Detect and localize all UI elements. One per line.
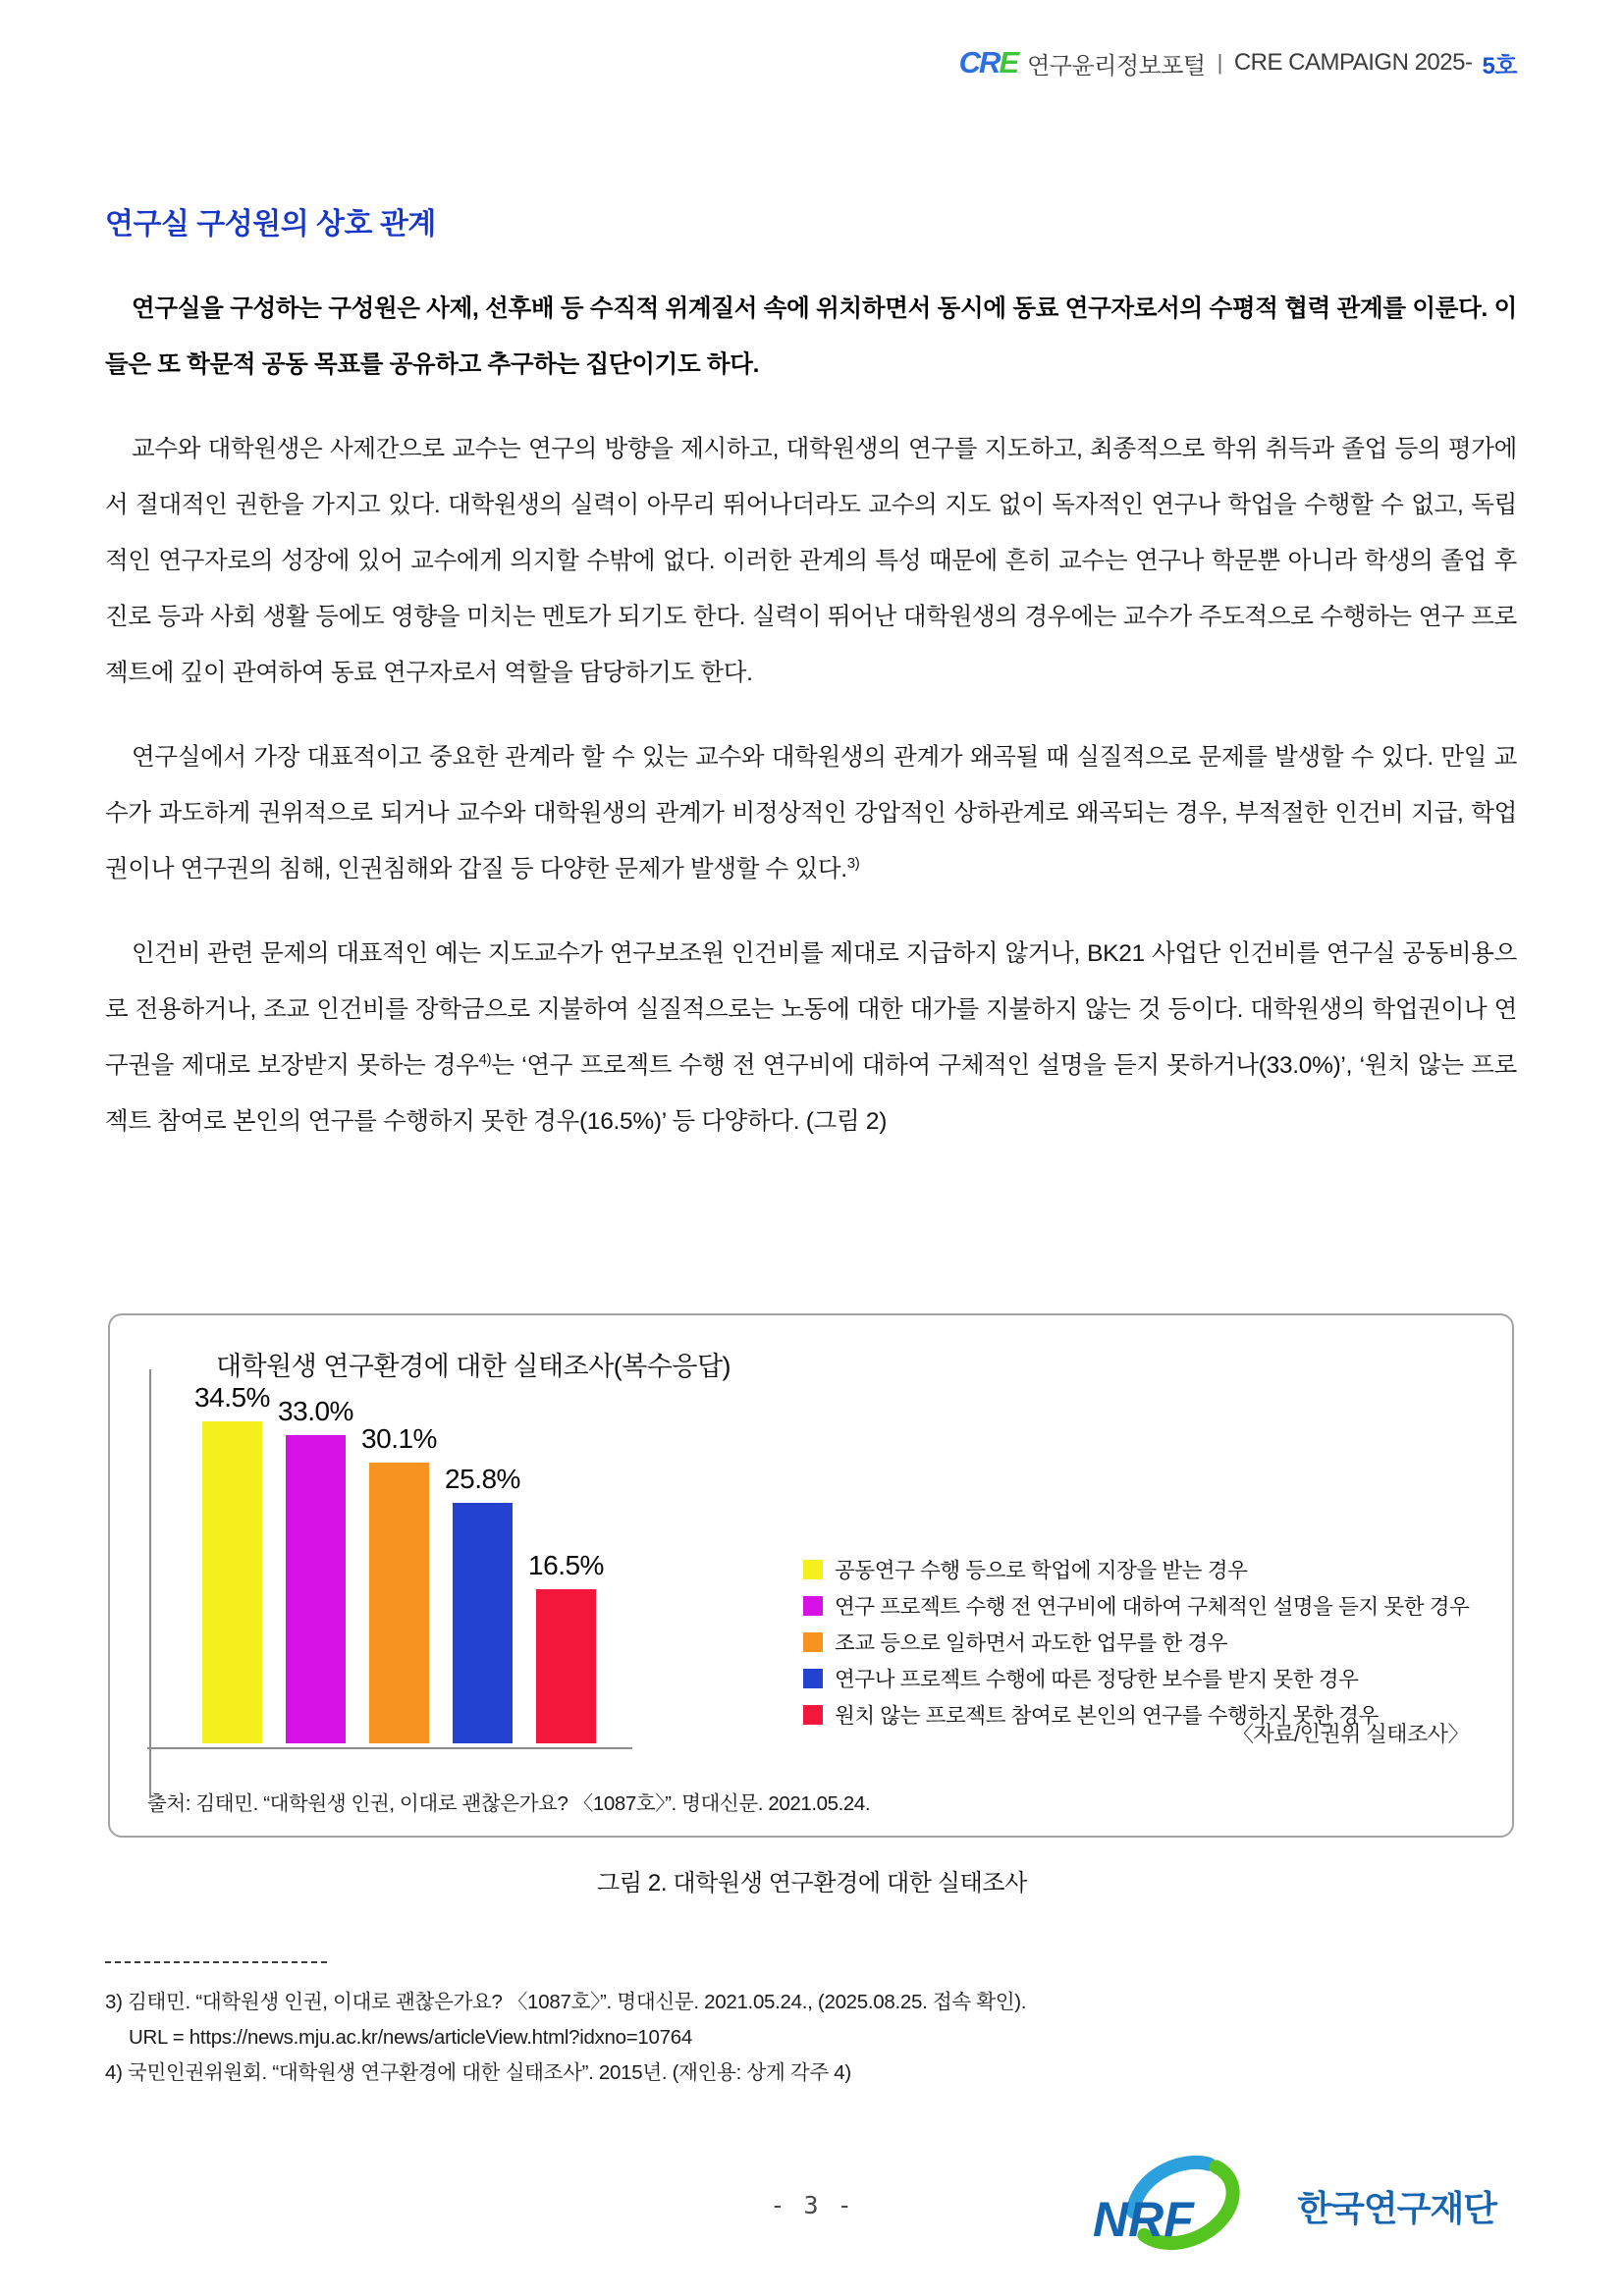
lead-paragraph: 연구실을 구성하는 구성원은 사제, 선후배 등 수직적 위계질서 속에 위치하면서 동시에 동료 연구자로서의 수평적 협력 관계를 이룬다. 이들은 또 학문적 공동 목표를 공유하고 추구하는 집단이기도 하다. <box>105 295 1517 378</box>
nrf-swoosh-icon <box>1065 2152 1291 2260</box>
paragraph-text: 인건비 관련 문제의 대표적인 예는 지도교수가 연구보조원 인건비를 제대로 지급하지 않거나, BK21 사업단 인건비를 연구실 공동비용으로 전용하거나, 조교 인건비를 장학금으로 지불하여 실질적으로는 노동에 대한 대가를 지불하지 않는 것 등이다. 대학원생의 학업권이나 연구권을 제대로 보장받지 못하는 경우 <box>105 940 1517 1079</box>
paragraph <box>105 926 1517 1149</box>
bar-value-label: 25.8% <box>445 1464 520 1494</box>
cre-logo-letter: E <box>999 45 1018 80</box>
cre-logo-letter: C <box>958 45 980 80</box>
legend-swatch <box>803 1669 823 1688</box>
x-axis-line <box>147 1747 632 1749</box>
bar-group-4 <box>528 1550 604 1743</box>
footnote-ref-4: 4) <box>478 1050 492 1068</box>
bar-value-label: 33.0% <box>278 1396 353 1426</box>
page-number: - 3 - <box>770 2191 854 2219</box>
legend-item <box>803 1624 1469 1660</box>
figure-caption: 그림 2. 대학원생 연구환경에 대한 실태조사 <box>597 1870 1027 1896</box>
legend-label: 공동연구 수행 등으로 학업에 지장을 받는 경우 <box>835 1559 1248 1582</box>
legend-item <box>803 1660 1469 1696</box>
bar-value-label: 34.5% <box>194 1382 270 1413</box>
cre-logo-letter: R <box>979 45 1000 80</box>
bar-value-label: 30.1% <box>361 1423 437 1454</box>
chart-source-note: 〈자료/인권위 실태조사〉 <box>1232 1722 1469 1746</box>
bar <box>369 1463 429 1743</box>
legend-item <box>803 1587 1469 1624</box>
bar-value-label: 16.5% <box>528 1550 604 1580</box>
paragraph-text: 는 ‘연구 프로젝트 수행 전 연구비에 대하여 구체적인 설명을 듣지 못하거나(33.0%)’, ‘원치 않는 프로젝트 참여로 본인의 연구를 수행하지 못한 경우(16.5%)’ 등 다양하다. (그림 2) <box>105 1052 1517 1135</box>
header-campaign: CRE CAMPAIGN 2025- <box>1233 49 1473 76</box>
bar <box>536 1589 596 1743</box>
legend-item <box>803 1551 1469 1587</box>
footnotes <box>105 1985 1519 2091</box>
legend-swatch <box>803 1596 823 1616</box>
y-axis-line <box>149 1369 151 1798</box>
footnote-separator <box>105 1961 327 1963</box>
bar-group-2 <box>361 1423 437 1743</box>
article-body <box>105 208 1517 1178</box>
bar <box>202 1421 262 1743</box>
bar-chart <box>194 1382 604 1743</box>
paragraph: 교수와 대학원생은 사제간으로 교수는 연구의 방향을 제시하고, 대학원생의 연구를 지도하고, 최종적으로 학위 취득과 졸업 등의 평가에서 절대적인 권한을 가지고 있다. 대학원생의 실력이 아무리 뛰어나더라도 교수의 지도 없이 독자적인 연구나 학업을 수행할 수 없고, 독립적인 연구자로의 성장에 있어 교수에게 의지할 수밖에 없다. 이러한 관계의 특성 때문에 흔히 교수는 연구나 학문뿐 아니라 학생의 졸업 후 진로 등과 사회 생활 등에도 영향을 미치는 멘토가 되기도 한다. 실력이 뛰어난 대학원생의 경우에는 교수가 주도적으로 수행하는 연구 프로젝트에 깊이 관여하여 동료 연구자로서 역할을 담당하기도 한다. <box>105 436 1517 686</box>
cre-logo <box>959 45 1017 80</box>
nrf-org-name: 한국연구재단 <box>1297 2187 1496 2228</box>
chart-title: 대학원생 연구환경에 대한 실태조사(복수응답) <box>216 1352 731 1381</box>
legend-swatch <box>803 1705 823 1725</box>
footnote-url: URL = https://news.mju.ac.kr/news/articleView.html?idxno=10764 <box>129 2026 692 2049</box>
bar <box>286 1435 346 1743</box>
legend-swatch <box>803 1632 823 1652</box>
page-title: 연구실 구성원의 상호 관계 <box>105 208 436 240</box>
nrf-abbr-text: NRF <box>1093 2192 1195 2247</box>
footnote-ref-3: 3) <box>846 854 860 872</box>
bar-group-3 <box>445 1464 520 1743</box>
header-portal-name: 연구윤리정보포털 <box>1027 52 1206 80</box>
paragraph-text: 연구실에서 가장 대표적이고 중요한 관계라 할 수 있는 교수와 대학원생의 관계가 왜곡될 때 실질적으로 문제를 발생할 수 있다. 만일 교수가 과도하게 권위적으로 되거나 교수와 대학원생의 관계가 비정상적인 강압적인 상하관계로 왜곡되는 경우, 부적절한 인건비 지급, 학업권이나 연구권의 침해, 인권침해와 갑질 등 다양한 문제가 발생할 수 있다. <box>105 744 1517 882</box>
figure-box <box>108 1313 1514 1838</box>
legend-label: 연구 프로젝트 수행 전 연구비에 대하여 구체적인 설명을 듣지 못한 경우 <box>835 1595 1470 1619</box>
paragraph <box>105 729 1517 897</box>
chart-citation: 출처: 김태민. “대학원생 인권, 이대로 괜찮은가요? 〈1087호〉”. 명대신문. 2021.05.24. <box>147 1792 871 1815</box>
nrf-logo <box>1065 2152 1496 2260</box>
legend-label: 조교 등으로 일하면서 과도한 업무를 한 경우 <box>835 1631 1228 1655</box>
bar-group-1 <box>278 1396 353 1743</box>
bar-group-0 <box>194 1382 270 1743</box>
page-header <box>959 45 1517 80</box>
legend-label: 원치 않는 프로젝트 참여로 본인의 연구를 수행하지 못한 경우 <box>835 1704 1379 1728</box>
header-issue-number: 5호 <box>1482 52 1517 80</box>
footnote-line: 3) 김태민. “대학원생 인권, 이대로 괜찮은가요? 〈1087호〉”. 명대신문. 2021.05.24., (2025.08.25. 접속 확인). <box>105 1991 1027 2013</box>
legend-swatch <box>803 1560 823 1579</box>
bar <box>453 1503 513 1743</box>
legend-label: 연구나 프로젝트 수행에 따른 정당한 보수를 받지 못한 경우 <box>835 1668 1359 1691</box>
footnote-line: 4) 국민인권위원회. “대학원생 연구환경에 대한 실태조사”. 2015년. (재인용: 상게 각주 4) <box>105 2061 851 2084</box>
header-divider: | <box>1217 50 1222 75</box>
chart-legend <box>803 1551 1469 1733</box>
